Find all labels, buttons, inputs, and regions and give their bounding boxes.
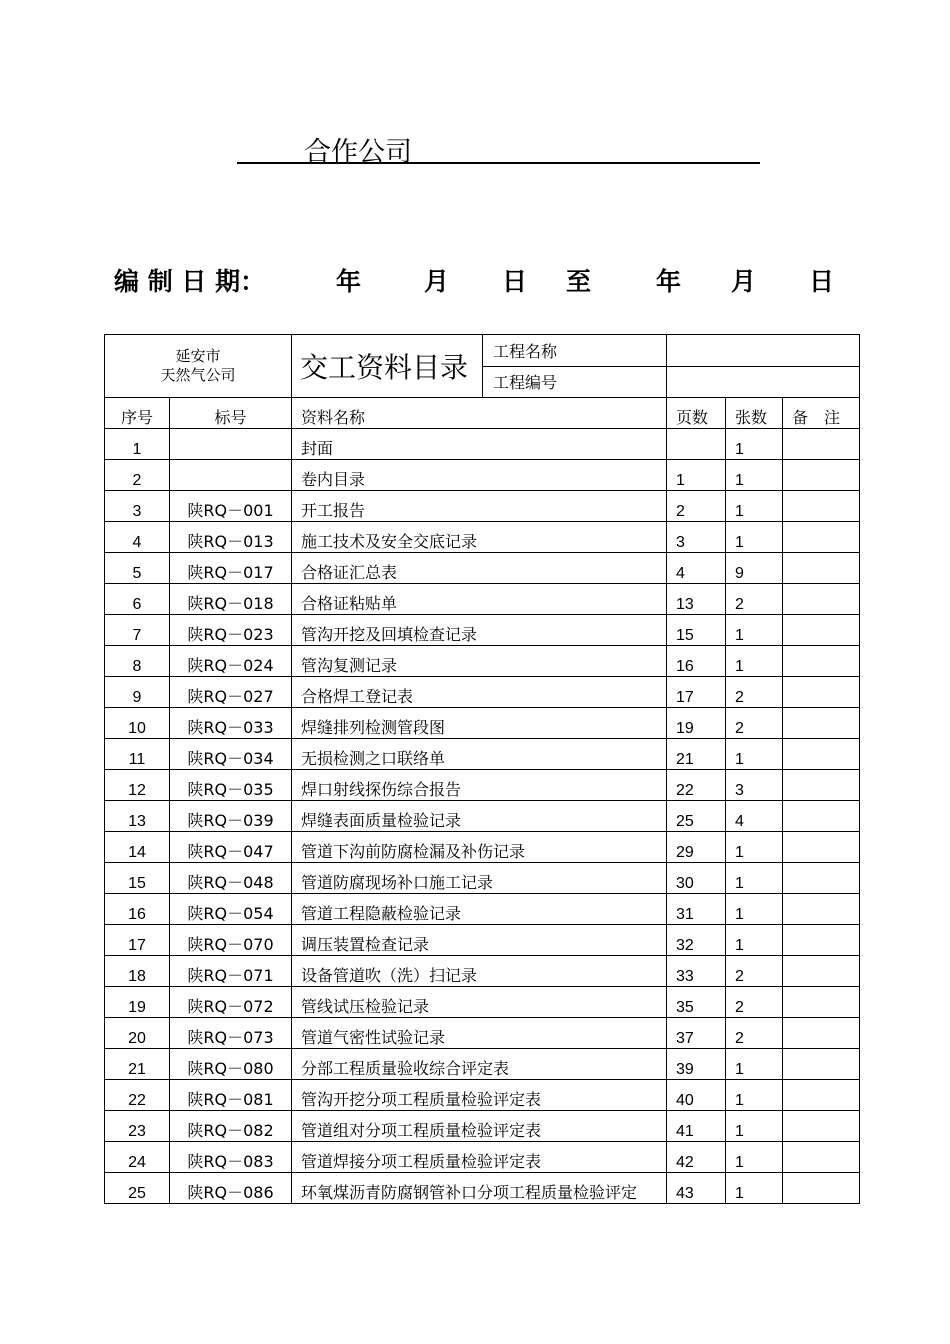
column-header-note: 备 注 [783,398,860,429]
table-row [105,677,860,708]
row-sheets: 2 [726,677,783,708]
row-pages: 2 [667,491,726,522]
row-pages: 40 [667,1080,726,1111]
catalog-title: 交工资料目录 [292,335,483,398]
row-code: 陕RQ－001 [170,491,292,522]
organization-city: 延安市 [175,347,221,365]
row-document-name: 管道组对分项工程质量检验评定表 [292,1111,667,1142]
row-document-name: 合格证汇总表 [292,553,667,584]
end-day-label: 日 [809,267,835,296]
table-row [105,739,860,770]
row-code: 陕RQ－054 [170,894,292,925]
row-pages: 22 [667,770,726,801]
column-header-row [105,398,860,429]
table-row [105,1080,860,1111]
table-row [105,460,860,491]
row-document-name: 设备管道吹（洗）扫记录 [292,956,667,987]
row-sheets: 1 [726,832,783,863]
row-sheets: 3 [726,770,783,801]
row-code: 陕RQ－071 [170,956,292,987]
project-code-label: 工程编号 [493,373,558,393]
row-document-name: 焊缝排列检测管段图 [292,708,667,739]
row-pages: 15 [667,615,726,646]
row-code: 陕RQ－072 [170,987,292,1018]
row-document-name: 施工技术及安全交底记录 [292,522,667,553]
row-no: 8 [105,646,170,677]
row-no: 25 [105,1173,170,1204]
row-sheets: 1 [726,1173,783,1204]
column-header-code: 标号 [170,398,292,429]
row-pages: 21 [667,739,726,770]
row-note [783,522,860,553]
row-no: 13 [105,801,170,832]
row-sheets: 1 [726,739,783,770]
project-code-value [667,366,860,398]
row-document-name: 调压装置检查记录 [292,925,667,956]
row-note [783,925,860,956]
row-code: 陕RQ－013 [170,522,292,553]
row-pages: 4 [667,553,726,584]
row-no: 12 [105,770,170,801]
row-note [783,1111,860,1142]
row-document-name: 无损检测之口联络单 [292,739,667,770]
row-document-name: 焊缝表面质量检验记录 [292,801,667,832]
row-pages: 41 [667,1111,726,1142]
row-pages: 32 [667,925,726,956]
row-sheets: 1 [726,522,783,553]
row-pages: 25 [667,801,726,832]
row-code: 陕RQ－073 [170,1018,292,1049]
compile-date-row [0,262,950,296]
row-pages: 19 [667,708,726,739]
row-note [783,987,860,1018]
table-row [105,987,860,1018]
row-document-name: 开工报告 [292,491,667,522]
table-row [105,646,860,677]
table-row [105,1111,860,1142]
row-no: 4 [105,522,170,553]
row-document-name: 管沟开挖分项工程质量检验评定表 [292,1080,667,1111]
catalog-table [104,334,860,1204]
row-pages: 16 [667,646,726,677]
row-note [783,863,860,894]
company-name: 合作公司 [304,137,412,168]
row-sheets: 2 [726,584,783,615]
table-row [105,894,860,925]
row-pages: 42 [667,1142,726,1173]
row-note [783,491,860,522]
row-document-name: 管道工程隐蔽检验记录 [292,894,667,925]
row-note [783,584,860,615]
row-sheets: 1 [726,925,783,956]
table-row [105,1142,860,1173]
row-no: 21 [105,1049,170,1080]
row-document-name: 环氧煤沥青防腐钢管补口分项工程质量检验评定 [292,1173,667,1204]
table-row [105,615,860,646]
project-name-cell [483,335,667,367]
row-note [783,1049,860,1080]
row-no: 1 [105,429,170,460]
to-label: 至 [566,267,592,296]
row-sheets: 1 [726,1080,783,1111]
row-note [783,1173,860,1204]
row-pages: 35 [667,987,726,1018]
row-sheets: 1 [726,1142,783,1173]
table-row [105,1018,860,1049]
row-code: 陕RQ－080 [170,1049,292,1080]
row-code: 陕RQ－039 [170,801,292,832]
row-pages: 1 [667,460,726,491]
table-row [105,1173,860,1204]
row-pages: 29 [667,832,726,863]
row-no: 18 [105,956,170,987]
row-no: 22 [105,1080,170,1111]
row-note [783,956,860,987]
row-document-name: 分部工程质量验收综合评定表 [292,1049,667,1080]
row-note [783,770,860,801]
table-row [105,1049,860,1080]
row-pages: 37 [667,1018,726,1049]
start-year-label: 年 [336,267,362,296]
row-no: 6 [105,584,170,615]
row-sheets: 2 [726,956,783,987]
row-no: 16 [105,894,170,925]
row-document-name: 焊口射线探伤综合报告 [292,770,667,801]
row-no: 11 [105,739,170,770]
row-document-name: 封面 [292,429,667,460]
row-pages [667,429,726,460]
row-code [170,429,292,460]
row-no: 7 [105,615,170,646]
table-row [105,925,860,956]
row-sheets: 1 [726,1049,783,1080]
table-row [105,522,860,553]
row-sheets: 1 [726,615,783,646]
project-name-value [667,335,860,367]
row-pages: 31 [667,894,726,925]
row-no: 2 [105,460,170,491]
table-row [105,863,860,894]
row-pages: 30 [667,863,726,894]
start-month-label: 月 [424,267,450,296]
row-no: 24 [105,1142,170,1173]
row-note [783,832,860,863]
row-sheets: 1 [726,1111,783,1142]
row-sheets: 2 [726,987,783,1018]
row-no: 17 [105,925,170,956]
row-no: 20 [105,1018,170,1049]
row-document-name: 管道下沟前防腐检漏及补伤记录 [292,832,667,863]
end-year-label: 年 [656,267,682,296]
row-sheets: 2 [726,1018,783,1049]
row-pages: 13 [667,584,726,615]
row-code: 陕RQ－082 [170,1111,292,1142]
row-document-name: 管线试压检验记录 [292,987,667,1018]
row-code: 陕RQ－027 [170,677,292,708]
row-code: 陕RQ－047 [170,832,292,863]
row-document-name: 合格焊工登记表 [292,677,667,708]
row-document-name: 合格证粘贴单 [292,584,667,615]
table-row [105,553,860,584]
row-note [783,553,860,584]
row-note [783,894,860,925]
row-sheets: 1 [726,491,783,522]
table-row [105,801,860,832]
row-note [783,708,860,739]
row-document-name: 管道气密性试验记录 [292,1018,667,1049]
row-code: 陕RQ－070 [170,925,292,956]
row-sheets: 4 [726,801,783,832]
row-no: 14 [105,832,170,863]
column-header-pages: 页数 [667,398,726,429]
row-note [783,429,860,460]
end-month-label: 月 [731,267,757,296]
row-no: 23 [105,1111,170,1142]
table-row [105,429,860,460]
row-sheets: 1 [726,894,783,925]
row-note [783,1018,860,1049]
row-pages: 43 [667,1173,726,1204]
row-document-name: 管沟复测记录 [292,646,667,677]
row-code: 陕RQ－034 [170,739,292,770]
row-document-name: 管道防腐现场补口施工记录 [292,863,667,894]
project-name-label: 工程名称 [493,341,558,361]
row-sheets: 9 [726,553,783,584]
compile-date-label: 编 制 日 期： [114,267,266,296]
row-code: 陕RQ－033 [170,708,292,739]
table-row [105,584,860,615]
project-code-cell [483,366,667,398]
row-note [783,646,860,677]
table-row [105,832,860,863]
row-code: 陕RQ－018 [170,584,292,615]
row-no: 15 [105,863,170,894]
row-sheets: 2 [726,708,783,739]
column-header-name: 资料名称 [292,398,667,429]
organization-name: 天然气公司 [160,366,236,384]
row-document-name: 卷内目录 [292,460,667,491]
row-no: 3 [105,491,170,522]
row-document-name: 管沟开挖及回填检查记录 [292,615,667,646]
row-note [783,739,860,770]
row-no: 19 [105,987,170,1018]
row-pages: 33 [667,956,726,987]
company-name-line [237,118,760,168]
column-header-sheets: 张数 [726,398,783,429]
row-note [783,460,860,491]
row-code: 陕RQ－081 [170,1080,292,1111]
row-code: 陕RQ－035 [170,770,292,801]
row-note [783,1080,860,1111]
row-code: 陕RQ－024 [170,646,292,677]
row-code: 陕RQ－083 [170,1142,292,1173]
row-pages: 17 [667,677,726,708]
row-no: 9 [105,677,170,708]
row-code: 陕RQ－048 [170,863,292,894]
row-pages: 39 [667,1049,726,1080]
row-sheets: 1 [726,646,783,677]
row-pages: 3 [667,522,726,553]
start-day-label: 日 [502,267,528,296]
row-document-name: 管道焊接分项工程质量检验评定表 [292,1142,667,1173]
organization-cell [105,335,292,398]
row-sheets: 1 [726,429,783,460]
table-row [105,491,860,522]
column-header-no: 序号 [105,398,170,429]
row-sheets: 1 [726,863,783,894]
table-row [105,708,860,739]
row-code: 陕RQ－086 [170,1173,292,1204]
row-note [783,615,860,646]
row-sheets: 1 [726,460,783,491]
row-no: 10 [105,708,170,739]
table-row [105,770,860,801]
row-no: 5 [105,553,170,584]
row-code: 陕RQ－017 [170,553,292,584]
row-note [783,677,860,708]
table-row [105,956,860,987]
row-code [170,460,292,491]
row-code: 陕RQ－023 [170,615,292,646]
row-note [783,1142,860,1173]
row-note [783,801,860,832]
